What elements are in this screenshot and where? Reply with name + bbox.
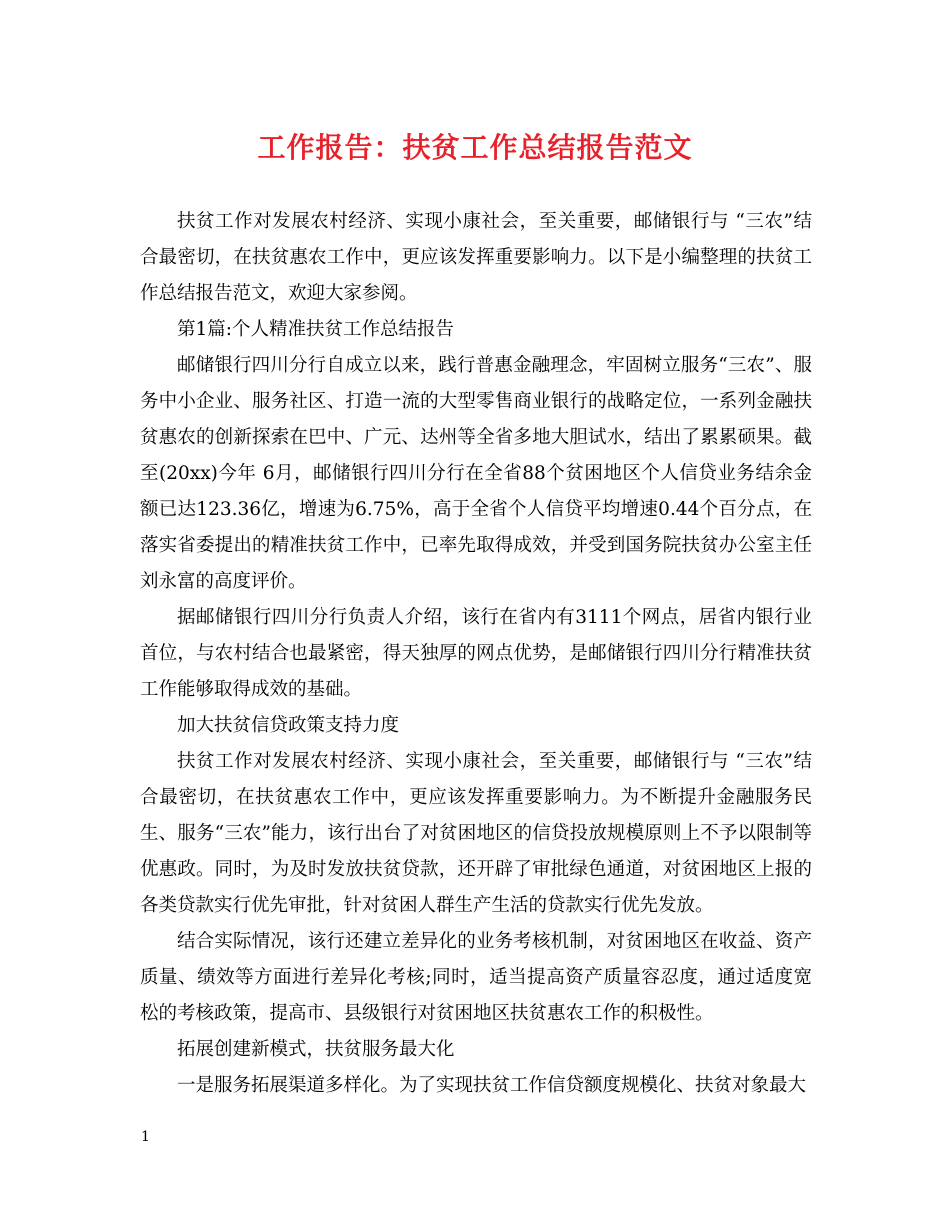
paragraph: 邮储银行四川分行自成立以来，践行普惠金融理念，牢固树立服务“三农”、服务中小企业、服务社区、打造一流的大型零售商业银行的战略定位，一系列金融扶贫惠农的创新探索在巴中、广元、达州等全省多地大胆试水，结出了累累硕果。截至(20xx)今年 6月，邮储银行四川分行在全省88个贫困地区个人信贷业务结余金额已达123.36亿，增速为6.75%，高于全省个人信贷平均增速0.44个百分点，在落实省委提出的精准扶贫工作中，已率先取得成效，并受到国务院扶贫办公室主任刘永富的高度评价。 — [140, 355, 812, 592]
paragraph: 结合实际情况，该行还建立差异化的业务考核机制，对贫困地区在收益、资产质量、绩效等方面进行差异化考核;同时，适当提高资产质量容忍度，通过适度宽松的考核政策，提高市、县级银行对贫困地区扶贫惠农工作的积极性。 — [140, 931, 812, 1024]
page-number: 1 — [141, 1129, 150, 1145]
paragraph: 据邮储银行四川分行负责人介绍，该行在省内有3111个网点，居省内银行业首位，与农村结合也最紧密，得天独厚的网点优势，是邮储银行四川分行精准扶贫工作能够取得成效的基础。 — [140, 607, 812, 700]
section-heading-1: 第1篇:个人精准扶贫工作总结报告 — [177, 319, 455, 340]
document-body — [140, 204, 812, 1104]
paragraph: 扶贫工作对发展农村经济、实现小康社会，至关重要，邮储银行与 “三农”结合最密切，在扶贫惠农工作中，更应该发挥重要影响力。为不断提升金融服务民生、服务“三农”能力，该行出台了对贫困地区的信贷投放规模原则上不予以限制等优惠政。同时，为及时发放扶贫贷款，还开辟了审批绿色通道，对贫困地区上报的各类贷款实行优先审批，针对贫困人群生产生活的贷款实行优先发放。 — [140, 751, 812, 916]
paragraph-intro: 扶贫工作对发展农村经济、实现小康社会，至关重要，邮储银行与 “三农”结合最密切，在扶贫惠农工作中，更应该发挥重要影响力。以下是小编整理的扶贫工作总结报告范文，欢迎大家参阅。 — [140, 211, 812, 304]
document-title: 工作报告：扶贫工作总结报告范文 — [257, 131, 693, 164]
paragraph: 一是服务拓展渠道多样化。为了实现扶贫工作信贷额度规模化、扶贫对象最大 — [177, 1075, 807, 1096]
subheading: 拓展创建新模式，扶贫服务最大化 — [177, 1039, 455, 1060]
subheading: 加大扶贫信贷政策支持力度 — [177, 715, 400, 736]
